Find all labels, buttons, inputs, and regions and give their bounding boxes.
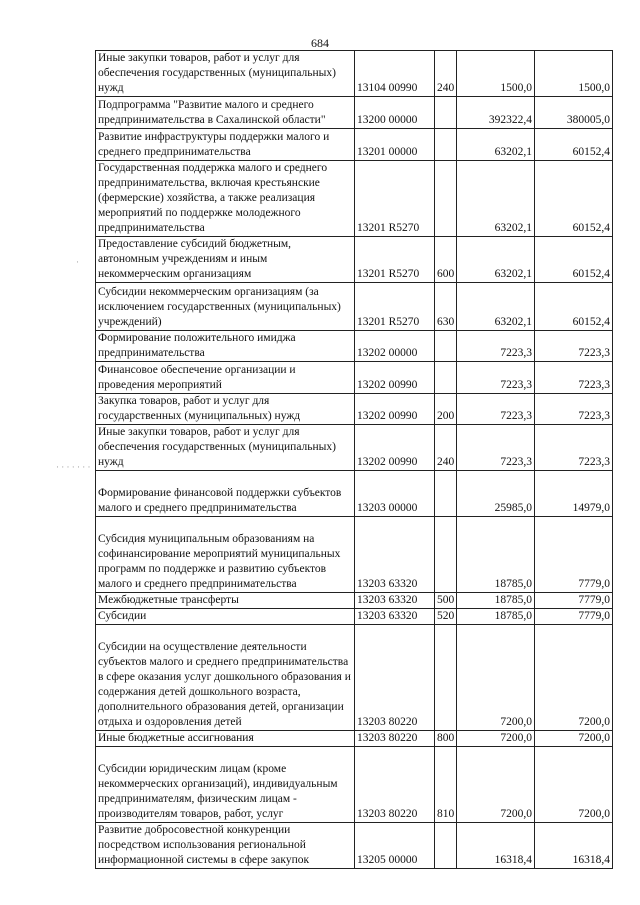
row-expense-type: 520 xyxy=(435,609,457,625)
row-sum-1: 7223,3 xyxy=(457,331,535,362)
table-row xyxy=(96,362,613,394)
row-name: Формирование финансовой поддержки субъектов малого и среднего предпринимательства xyxy=(96,471,355,517)
row-code: 13202 00000 xyxy=(355,331,435,362)
table-row xyxy=(96,471,613,517)
table-row xyxy=(96,237,613,283)
row-sum-1: 1500,0 xyxy=(457,51,535,97)
row-sum-2: 60152,4 xyxy=(535,237,613,283)
row-sum-2: 7223,3 xyxy=(535,331,613,362)
row-sum-1: 7223,3 xyxy=(457,394,535,425)
row-sum-1: 63202,1 xyxy=(457,237,535,283)
row-code: 13202 00990 xyxy=(355,394,435,425)
row-name: Иные закупки товаров, работ и услуг для обеспечения государственных (муниципальных) нужд xyxy=(96,51,355,97)
row-code: 13203 63320 xyxy=(355,593,435,609)
row-sum-2: 7200,0 xyxy=(535,731,613,747)
row-expense-type: 240 xyxy=(435,51,457,97)
row-sum-2: 7779,0 xyxy=(535,609,613,625)
row-name: Государственная поддержка малого и среднего предпринимательства, включая крестьянские (фермерские) хозяйства, а также реализация мероприятий по поддержке молодежного предпринимательства xyxy=(96,161,355,237)
table-row xyxy=(96,129,613,161)
row-code: 13203 00000 xyxy=(355,471,435,517)
row-name: Субсидии xyxy=(96,609,355,625)
row-name: Развитие инфраструктуры поддержки малого и среднего предпринимательства xyxy=(96,129,355,161)
row-sum-1: 63202,1 xyxy=(457,129,535,161)
row-expense-type xyxy=(435,823,457,869)
row-sum-1: 18785,0 xyxy=(457,609,535,625)
scan-speck: · xyxy=(76,257,79,267)
row-expense-type xyxy=(435,129,457,161)
row-expense-type: 240 xyxy=(435,425,457,471)
row-name: Субсидии на осуществление деятельности субъектов малого и среднего предпринимательства в сфере оказания услуг дошкольного образования и содержания детей дошкольного возраста, дополнительного образования детей, организации отдыха и оздоровления детей xyxy=(96,625,355,731)
row-name: Субсидии юридическим лицам (кроме некоммерческих организаций), индивидуальным предпринимателям, физическим лицам - производителям товаров, работ, услуг xyxy=(96,747,355,823)
row-expense-type xyxy=(435,331,457,362)
row-sum-2: 60152,4 xyxy=(535,129,613,161)
row-expense-type xyxy=(435,471,457,517)
row-sum-2: 380005,0 xyxy=(535,97,613,129)
row-expense-type xyxy=(435,97,457,129)
table-row xyxy=(96,625,613,731)
row-sum-1: 63202,1 xyxy=(457,161,535,237)
row-code: 13201 00000 xyxy=(355,129,435,161)
row-expense-type xyxy=(435,625,457,731)
row-name: Подпрограмма "Развитие малого и среднего предпринимательства в Сахалинской области" xyxy=(96,97,355,129)
row-expense-type xyxy=(435,362,457,394)
row-name: Иные закупки товаров, работ и услуг для обеспечения государственных (муниципальных) нужд xyxy=(96,425,355,471)
table-row xyxy=(96,731,613,747)
row-code: 13200 00000 xyxy=(355,97,435,129)
row-sum-2: 7200,0 xyxy=(535,625,613,731)
table-row xyxy=(96,609,613,625)
table-row xyxy=(96,331,613,362)
row-name: Субсидии некоммерческим организациям (за исключением государственных (муниципальных) учреждений) xyxy=(96,283,355,331)
row-expense-type xyxy=(435,161,457,237)
row-code: 13202 00990 xyxy=(355,362,435,394)
row-sum-2: 1500,0 xyxy=(535,51,613,97)
row-code: 13205 00000 xyxy=(355,823,435,869)
row-name: Формирование положительного имиджа предпринимательства xyxy=(96,331,355,362)
row-code: 13201 R5270 xyxy=(355,237,435,283)
row-code: 13203 63320 xyxy=(355,517,435,593)
row-sum-1: 63202,1 xyxy=(457,283,535,331)
row-code: 13203 80220 xyxy=(355,747,435,823)
row-expense-type: 810 xyxy=(435,747,457,823)
page-number: 684 xyxy=(311,36,329,50)
row-code: 13203 80220 xyxy=(355,731,435,747)
table-row xyxy=(96,394,613,425)
row-sum-1: 7223,3 xyxy=(457,425,535,471)
row-name: Предоставление субсидий бюджетным, автономным учреждениям и иным некоммерческим организациям xyxy=(96,237,355,283)
table-row xyxy=(96,425,613,471)
budget-table xyxy=(95,50,613,869)
row-code: 13104 00990 xyxy=(355,51,435,97)
table-row xyxy=(96,747,613,823)
row-code: 13203 63320 xyxy=(355,609,435,625)
row-sum-1: 25985,0 xyxy=(457,471,535,517)
row-sum-2: 60152,4 xyxy=(535,283,613,331)
row-sum-1: 16318,4 xyxy=(457,823,535,869)
row-expense-type: 630 xyxy=(435,283,457,331)
row-name: Финансовое обеспечение организации и проведения мероприятий xyxy=(96,362,355,394)
row-name: Иные бюджетные ассигнования xyxy=(96,731,355,747)
row-sum-1: 7223,3 xyxy=(457,362,535,394)
row-sum-2: 7223,3 xyxy=(535,425,613,471)
row-expense-type xyxy=(435,517,457,593)
scan-dashes: · · · · · · · xyxy=(56,462,91,472)
table-row xyxy=(96,517,613,593)
row-expense-type: 600 xyxy=(435,237,457,283)
row-expense-type: 800 xyxy=(435,731,457,747)
table-row xyxy=(96,97,613,129)
table-row xyxy=(96,823,613,869)
table-row xyxy=(96,283,613,331)
row-sum-2: 60152,4 xyxy=(535,161,613,237)
row-name: Межбюджетные трансферты xyxy=(96,593,355,609)
row-sum-1: 7200,0 xyxy=(457,625,535,731)
row-code: 13201 R5270 xyxy=(355,283,435,331)
row-sum-2: 7779,0 xyxy=(535,517,613,593)
row-sum-1: 18785,0 xyxy=(457,593,535,609)
row-sum-2: 16318,4 xyxy=(535,823,613,869)
row-code: 13202 00990 xyxy=(355,425,435,471)
row-sum-2: 7200,0 xyxy=(535,747,613,823)
row-code: 13203 80220 xyxy=(355,625,435,731)
row-sum-1: 392322,4 xyxy=(457,97,535,129)
row-name: Развитие добросовестной конкуренции посредством использования региональной информационной системы в сфере закупок xyxy=(96,823,355,869)
row-expense-type: 200 xyxy=(435,394,457,425)
row-code: 13201 R5270 xyxy=(355,161,435,237)
table-row xyxy=(96,161,613,237)
table-row xyxy=(96,51,613,97)
row-sum-2: 7223,3 xyxy=(535,362,613,394)
row-sum-1: 18785,0 xyxy=(457,517,535,593)
row-name: Субсидия муниципальным образованиям на софинансирование мероприятий муниципальных программ по поддержке и развитию субъектов малого и среднего предпринимательства xyxy=(96,517,355,593)
row-sum-1: 7200,0 xyxy=(457,747,535,823)
row-sum-2: 7779,0 xyxy=(535,593,613,609)
row-sum-2: 14979,0 xyxy=(535,471,613,517)
row-name: Закупка товаров, работ и услуг для государственных (муниципальных) нужд xyxy=(96,394,355,425)
row-sum-1: 7200,0 xyxy=(457,731,535,747)
row-expense-type: 500 xyxy=(435,593,457,609)
table-row xyxy=(96,593,613,609)
row-sum-2: 7223,3 xyxy=(535,394,613,425)
